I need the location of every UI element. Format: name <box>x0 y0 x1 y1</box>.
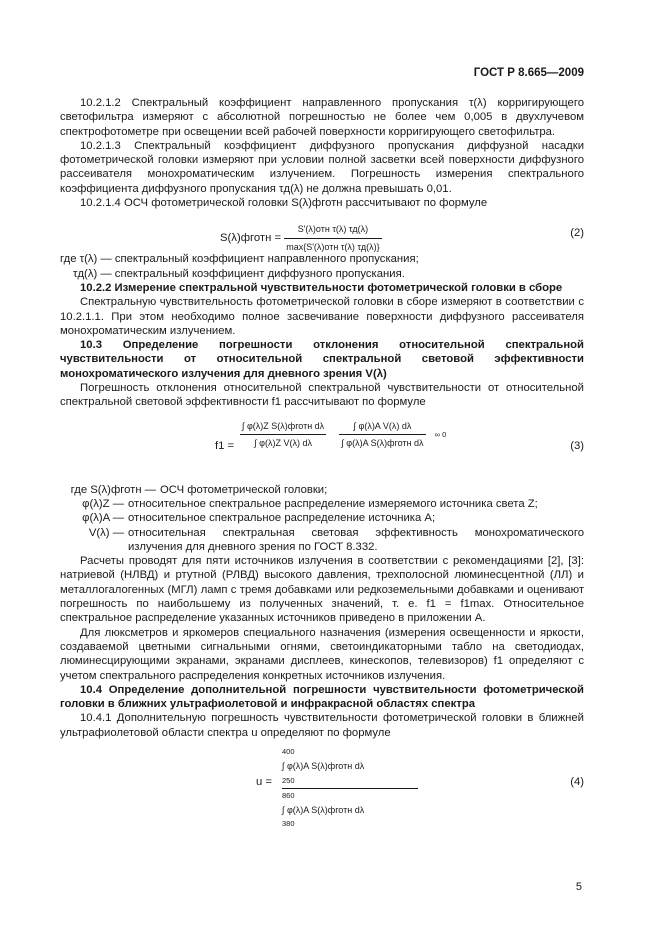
document-header: ГОСТ Р 8.665—2009 <box>473 67 584 79</box>
formula-4 <box>60 743 584 829</box>
paragraph-10-2-1-4: 10.2.1.4 ОСЧ фотометрической головки S(λ)фготн рассчитывают по формуле <box>80 197 488 210</box>
definition-term: V(λ) — <box>88 526 124 539</box>
formula-2-denominator: max{S'(λ)отн τ(λ) τд(λ)} <box>286 241 380 252</box>
paragraph-10-2-2: Спектральную чувствительность фотометрической головки в сборе измеряют в соответствии с 10.2.1.1. При этом необходимо полное засвечивание поверхности диффузного рассеивателя монохроматическим излучением. <box>60 296 584 337</box>
paragraph-special-meters: Для люксметров и яркомеров специального назначения (измерения освещенности и яркости, создаваемой цветными сигнальными огнями, светоиндикаторными табло на светодиодах, люминесцирующими экранами, экранами дисплеев, кинескопов, телевизоров) f1 определяют с учетом спектрального распределения конкретных источников излучения. <box>60 626 584 682</box>
formula-3-limit-top: ∞ <box>434 430 441 440</box>
formula-4-lhs: u = <box>256 775 273 788</box>
formula-3-fraction-b <box>339 419 425 451</box>
definition-term: где S(λ)фготн — <box>70 483 156 496</box>
where-tau-d: τд(λ) — спектральный коэффициент диффузного пропускания. <box>73 267 405 280</box>
formula-4-numerator: ∫ φ(λ)A S(λ)фготн dλ <box>282 761 365 772</box>
formula-3-lhs: f1 = <box>215 439 235 452</box>
definition-text: относительная спектральная световая эффективность монохроматического излучения для дневного зрения по ГОСТ 8.332. <box>128 526 584 553</box>
formula-2-lhs: S(λ)фготн = <box>220 232 282 245</box>
definition-item <box>60 483 584 497</box>
formula-2-numerator: S'(λ)отн τ(λ) τд(λ) <box>284 222 381 238</box>
formula-4-num-upper-limit: 400 <box>282 746 295 756</box>
formula-3-limit-bottom: 0 <box>442 430 447 440</box>
formula-2 <box>60 214 584 252</box>
definitions-list <box>60 483 584 554</box>
definition-item <box>60 511 584 525</box>
definition-item <box>60 497 584 511</box>
formula-3-b-denominator: ∫ φ(λ)A S(λ)фготн dλ <box>341 437 424 448</box>
definition-item <box>60 526 584 555</box>
paragraph-10-3: Погрешность отклонения относительной спектральной чувствительности от относительной спектральной световой эффективности f1 рассчитывают по формуле <box>60 382 584 409</box>
formula-3-b-numerator: ∫ φ(λ)A V(λ) dλ <box>339 419 425 435</box>
formula-3 <box>60 413 584 483</box>
page-number: 5 <box>575 881 582 893</box>
definition-term: φ(λ)Z — <box>82 497 124 510</box>
definition-text: ОСЧ фотометрической головки; <box>160 483 328 496</box>
definition-text: относительное спектральное распределение источника A; <box>128 512 436 525</box>
formula-3-a-numerator: ∫ φ(λ)Z S(λ)фготн dλ <box>240 419 326 435</box>
paragraph-10-2-1-2: 10.2.1.2 Спектральный коэффициент направленного пропускания τ(λ) корригирующего светофильтра измеряют с абсолютной погрешностью не более чем 0,005 в двухлучевом спектрофотометре при освещении всей рабочей поверхности корригирующего светофильтра. <box>60 97 584 138</box>
where-tau: где τ(λ) — спектральный коэффициент направленного пропускания; <box>60 253 419 266</box>
paragraph-10-4-1: 10.4.1 Дополнительную погрешность чувствительности фотометрической головки в ближней ультрафиолетовой области спектра u определяют по формуле <box>60 712 584 739</box>
formula-4-denominator: ∫ φ(λ)A S(λ)фготн dλ <box>282 805 365 816</box>
heading-10-2-2: 10.2.2 Измерение спектральной чувствительности фотометрической головки в сборе <box>80 281 563 294</box>
formula-4-num-lower-limit: 250 <box>282 775 295 785</box>
formula-3-a-denominator: ∫ φ(λ)Z V(λ) dλ <box>254 437 312 448</box>
paragraph-10-2-1-3: 10.2.1.3 Спектральный коэффициент диффузного пропускания диффузной насадки фотометрической головки измеряют при условии полной засветки всей поверхности диффузного рассеивателя монохроматическим излучением. Погрешность измерения спектрального коэффициента диффузного пропускания τд(λ) не должна превышать 0,01. <box>60 139 584 195</box>
formula-3-number: (3) <box>570 439 584 452</box>
heading-10-4: 10.4 Определение дополнительной погрешности чувствительности фотометрической головки в ближних ультрафиолетовой и инфракрасной областях спектра <box>60 683 584 711</box>
formula-2-fraction <box>284 222 381 254</box>
heading-10-3: 10.3 Определение погрешности отклонения относительной спектральной чувствительности от относительной спектральной световой эффективности монохроматического излучения для дневного зрения V(λ) <box>60 339 584 380</box>
formula-4-number: (4) <box>570 775 584 788</box>
paragraph-calculations: Расчеты проводят для пяти источников излучения в соответствии с рекомендациями [2], [3]: натриевой (НЛВД) и ртутной (РЛВД) высокого давления, трехполосной люминесцентной (ЛЛ) и металлогалогенных (МГЛ) ламп с тремя добавками или редкоземельными добавками и оценивают погрешность по наибольшему из полученных значений, т. е. f1 = f1max. Относительное спектральное распределение указанных источников приведено в приложении А. <box>60 555 584 625</box>
definition-term: φ(λ)A — <box>82 512 124 525</box>
formula-4-den-upper-limit: 860 <box>282 790 295 800</box>
document-body <box>60 96 584 829</box>
definition-text: относительное спектральное распределение измеряемого источника света Z; <box>128 497 538 510</box>
formula-2-number: (2) <box>570 227 584 240</box>
formula-4-den-lower-limit: 380 <box>282 819 295 829</box>
formula-3-fraction-a <box>240 419 326 451</box>
